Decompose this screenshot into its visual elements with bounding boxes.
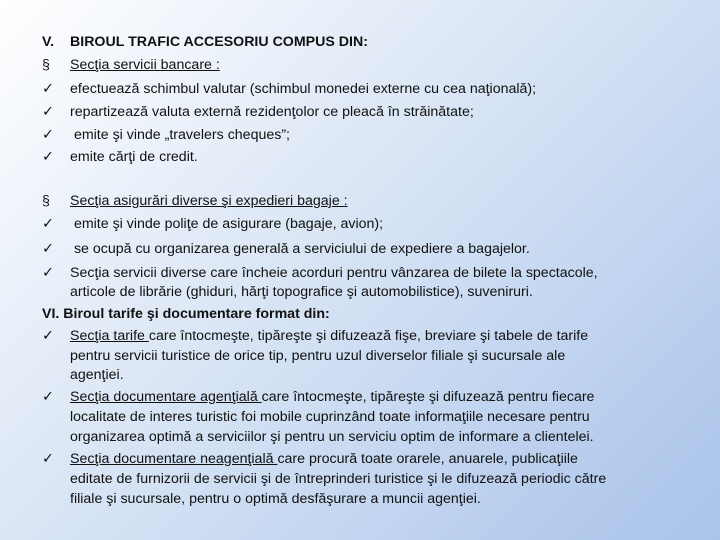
item-name: Secţia tarife xyxy=(70,328,149,344)
list-item-continuation: pentru servicii turistice de orice tip, pentru uzul diverselor filiale şi sucursale ale xyxy=(70,348,566,364)
item-name: Secţia documentare agenţială xyxy=(70,389,262,405)
list-item-text: emite cărţi de credit. xyxy=(70,149,198,165)
check-icon: ✓ xyxy=(42,149,54,165)
group1-heading: Secţia servicii bancare : xyxy=(70,57,220,73)
list-item-continuation: agenţiei. xyxy=(70,367,124,383)
list-item-text: efectuează schimbul valutar (schimbul monedei externe cu cea naţională); xyxy=(70,81,537,97)
item-text: care întocmeşte, tipăreşte şi difuzează fişe, breviare şi tabele de tarife xyxy=(148,328,589,344)
group2-heading: Secţia asigurări diverse şi expedieri bagaje : xyxy=(70,193,348,209)
check-icon: ✓ xyxy=(42,127,54,143)
check-icon: ✓ xyxy=(42,216,54,232)
list-item-text: Secţia servicii diverse care încheie acorduri pentru vânzarea de bilete la spectacole, xyxy=(70,265,598,281)
check-icon: ✓ xyxy=(42,265,54,281)
check-icon: ✓ xyxy=(42,328,54,344)
check-icon: ✓ xyxy=(42,81,54,97)
check-icon: ✓ xyxy=(42,104,54,120)
section-v-number: V. xyxy=(42,34,55,50)
item-name: Secţia documentare neagenţială xyxy=(70,451,278,467)
item-text: care întocmeşte, tipăreşte şi difuzează pentru fiecare xyxy=(261,389,595,405)
square-bullet-icon: § xyxy=(42,193,50,209)
section-v-title: BIROUL TRAFIC ACCESORIU COMPUS DIN: xyxy=(70,34,368,50)
check-icon: ✓ xyxy=(42,389,54,405)
check-icon: ✓ xyxy=(42,451,54,467)
item-text: care procură toate orarele, anuarele, publicaţiile xyxy=(277,451,578,467)
square-bullet-icon: § xyxy=(42,57,50,73)
check-icon: ✓ xyxy=(42,241,54,257)
section-vi-heading: VI. Biroul tarife şi documentare format din: xyxy=(42,306,330,322)
list-item-continuation: filiale şi sucursale, pentru o optimă desfăşurare a muncii agenţiei. xyxy=(70,491,481,507)
list-item-text: emite şi vinde „travelers cheques”; xyxy=(70,127,290,143)
list-item-text: se ocupă cu organizarea generală a serviciului de expediere a bagajelor. xyxy=(70,241,530,257)
list-item-continuation: articole de librărie (ghiduri, hărţi topografice şi automobilistice), suveniruri. xyxy=(70,284,533,300)
list-item-continuation: localitate de interes turistic foi mobile cuprinzând toate informaţiile necesare pentru xyxy=(70,409,590,425)
list-item-continuation: organizarea optimă a serviciilor şi pentru un serviciu optim de informare a clientelei. xyxy=(70,429,594,445)
list-item-text: repartizează valuta externă rezidenţolor ce pleacă în străinătate; xyxy=(70,104,474,120)
list-item-text: emite şi vinde poliţe de asigurare (bagaje, avion); xyxy=(70,216,384,232)
list-item-continuation: editate de furnizorii de servicii şi de întreprinderi turistice şi le difuzează periodic către xyxy=(70,471,607,487)
